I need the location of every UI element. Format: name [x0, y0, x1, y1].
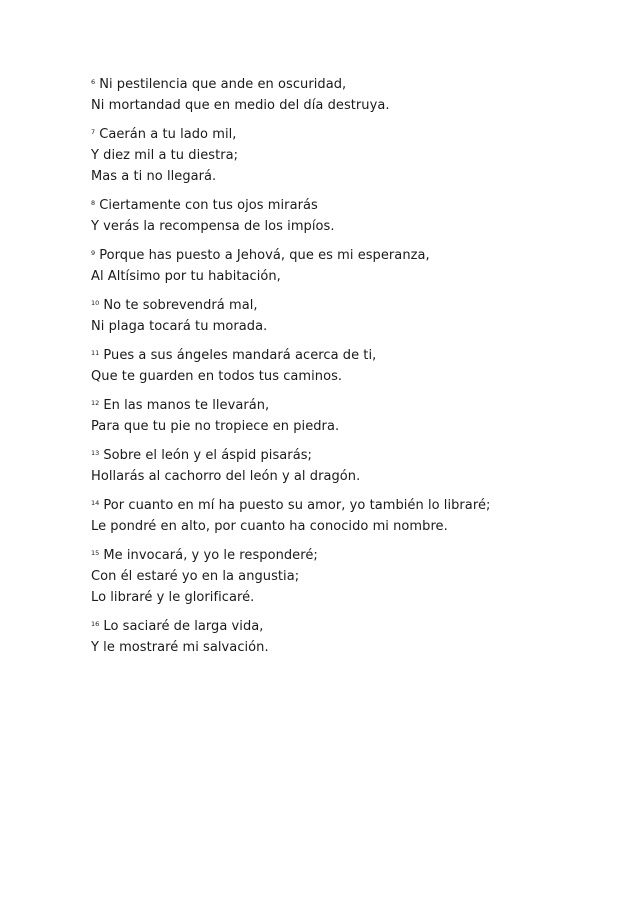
document-page — [91, 74, 611, 666]
verse-line: Que te guarden en todos tus caminos. — [91, 369, 343, 384]
verse-line — [91, 445, 611, 466]
verse-7 — [91, 124, 611, 187]
verse-14 — [91, 495, 611, 537]
verse-text: Ciertamente con tus ojos mirarás — [99, 198, 318, 213]
verse-text: Caerán a tu lado mil, — [99, 127, 237, 142]
verse-line: Para que tu pie no tropiece en piedra. — [91, 419, 340, 434]
verse-line — [91, 395, 611, 416]
verse-text: Por cuanto en mí ha puesto su amor, yo también lo libraré; — [103, 498, 491, 513]
verse-number: 8 — [91, 199, 96, 207]
verse-line — [91, 545, 611, 566]
verse-text: En las manos te llevarán, — [103, 398, 270, 413]
verse-line: Y le mostraré mi salvación. — [91, 640, 269, 655]
verse-13 — [91, 445, 611, 487]
verse-number: 12 — [91, 399, 100, 407]
verse-6 — [91, 74, 611, 116]
verse-line — [91, 245, 611, 266]
verse-10 — [91, 295, 611, 337]
verse-line — [91, 295, 611, 316]
verse-line — [91, 616, 611, 637]
verse-number: 9 — [91, 249, 96, 257]
verse-line — [91, 195, 611, 216]
verse-line: Mas a ti no llegará. — [91, 169, 217, 184]
verse-line — [91, 345, 611, 366]
verse-9 — [91, 245, 611, 287]
verse-8 — [91, 195, 611, 237]
verse-line: Le pondré en alto, por cuanto ha conocido mi nombre. — [91, 519, 448, 534]
verse-number: 15 — [91, 549, 100, 557]
verse-line: Y verás la recompensa de los impíos. — [91, 219, 335, 234]
verse-number: 13 — [91, 449, 100, 457]
verse-number: 7 — [91, 128, 96, 136]
verse-number: 11 — [91, 349, 100, 357]
verse-line: Hollarás al cachorro del león y al dragón. — [91, 469, 361, 484]
verse-text: Ni pestilencia que ande en oscuridad, — [99, 77, 347, 92]
verse-line: Y diez mil a tu diestra; — [91, 148, 239, 163]
verse-text: No te sobrevendrá mal, — [103, 298, 258, 313]
verse-line — [91, 74, 611, 95]
verse-text: Sobre el león y el áspid pisarás; — [103, 448, 312, 463]
verse-text: Pues a sus ángeles mandará acerca de ti, — [103, 348, 377, 363]
verse-12 — [91, 395, 611, 437]
verse-line: Lo libraré y le glorificaré. — [91, 590, 255, 605]
verse-number: 6 — [91, 78, 96, 86]
verse-line: Ni mortandad que en medio del día destruya. — [91, 98, 390, 113]
verse-line: Con él estaré yo en la angustia; — [91, 569, 300, 584]
verse-line — [91, 495, 611, 516]
verse-text: Me invocará, y yo le responderé; — [103, 548, 318, 563]
verse-number: 16 — [91, 620, 100, 628]
verse-text: Porque has puesto a Jehová, que es mi esperanza, — [99, 248, 430, 263]
verse-15 — [91, 545, 611, 608]
verse-line: Ni plaga tocará tu morada. — [91, 319, 268, 334]
verse-number: 14 — [91, 499, 100, 507]
verse-text: Lo saciaré de larga vida, — [103, 619, 264, 634]
verse-line — [91, 124, 611, 145]
verse-line: Al Altísimo por tu habitación, — [91, 269, 281, 284]
verse-number: 10 — [91, 299, 100, 307]
verse-16 — [91, 616, 611, 658]
verse-11 — [91, 345, 611, 387]
